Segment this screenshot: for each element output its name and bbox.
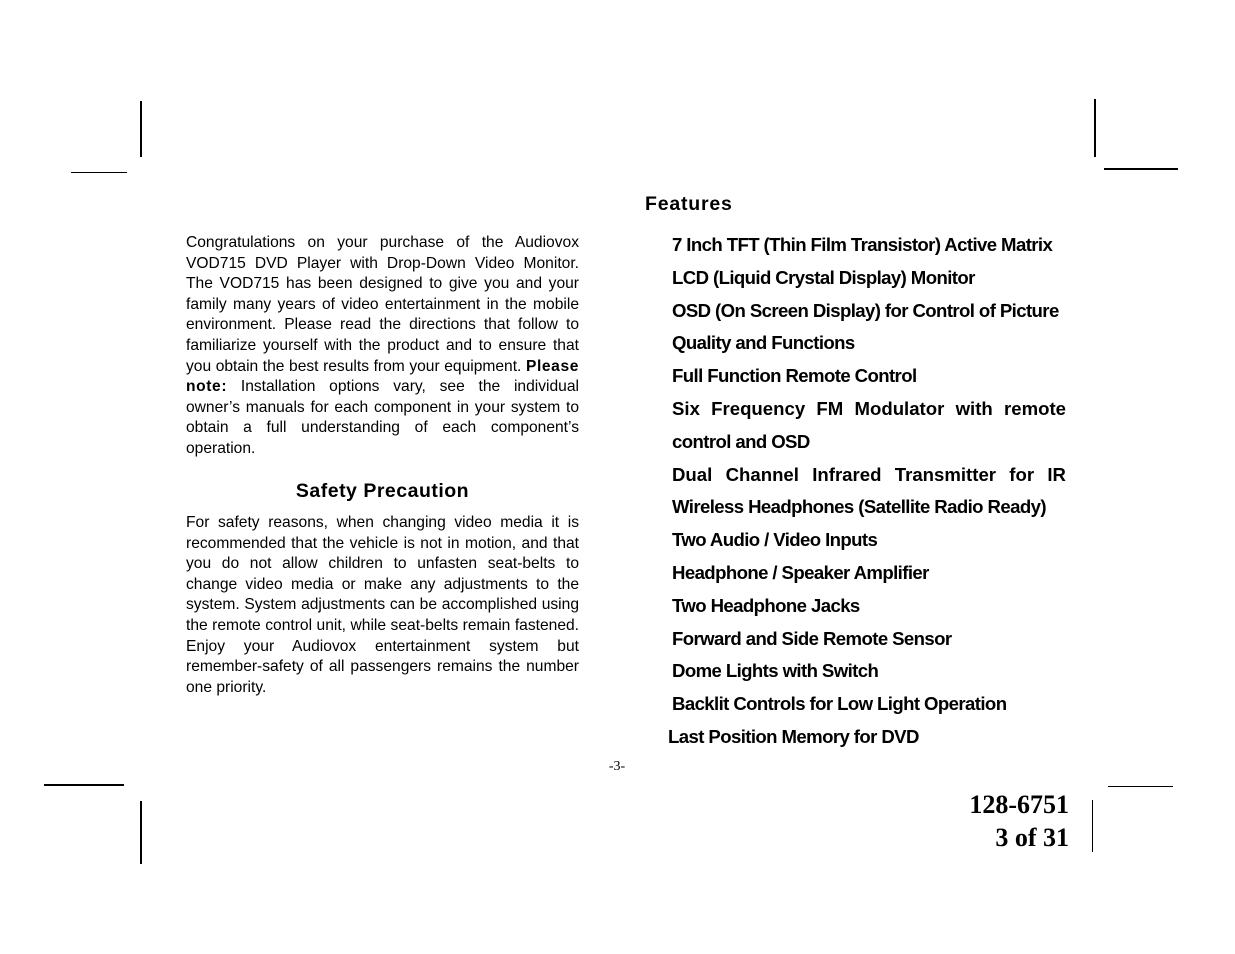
- crop-mark-bottom-right-horizontal: [1108, 786, 1173, 787]
- page-number: -3-: [608, 759, 626, 774]
- crop-mark-top-left-horizontal: [71, 172, 127, 173]
- crop-mark-bottom-right-vertical: [1092, 800, 1093, 852]
- page-count: 3 of 31: [995, 823, 1069, 852]
- intro-section: [186, 233, 579, 460]
- crop-mark-top-right-vertical: [1094, 99, 1096, 157]
- feature-line: Backlit Controls for Low Light Operation: [672, 693, 1007, 715]
- feature-line: 7 Inch TFT (Thin Film Transistor) Active Matrix: [672, 234, 1053, 255]
- crop-mark-bottom-left-horizontal: [44, 784, 124, 786]
- crop-mark-top-right-horizontal: [1104, 168, 1178, 170]
- crop-mark-bottom-left-vertical: [140, 801, 142, 864]
- feature-line: Dome Lights with Switch: [672, 660, 879, 682]
- feature-line: Quality and Functions: [672, 332, 855, 354]
- intro-text: Congratulations on your purchase of the Audiovox VOD715 DVD Player with Drop-Down Video Monitor. The VOD715 has been designed to give you and your family many years of video entertainment in the mobile environment. Please read the directions that follow to familiarize yourself with the product and to ensure that you obtain the best results from your equipment.: [186, 234, 579, 375]
- feature-line: OSD (On Screen Display) for Control of Picture: [672, 299, 1059, 321]
- safety-paragraph: For safety reasons, when changing video media it is recommended that the vehicle is not in motion, and that you do not allow children to unfasten seat-belts to change video media or make any adjustments to the system. System adjustments can be accomplished using the remote control unit, while seat-belts remain fastened. Enjoy your Audiovox entertainment system but remember-safety of all passengers remains the number one priority.: [186, 514, 579, 696]
- feature-line: Headphone / Speaker Amplifier: [672, 561, 929, 583]
- document-number: 128-6751: [969, 790, 1069, 819]
- feature-line: Dual Channel Infrared Transmitter for IR: [672, 463, 1066, 485]
- feature-line: Wireless Headphones (Satellite Radio Ready): [672, 496, 1046, 518]
- safety-section: [186, 513, 579, 698]
- feature-line: Two Headphone Jacks: [672, 594, 860, 616]
- feature-line: Six Frequency FM Modulator with remote: [672, 397, 1066, 419]
- feature-line: Last Position Memory for DVD: [668, 725, 919, 747]
- feature-line: LCD (Liquid Crystal Display) Monitor: [672, 266, 975, 288]
- crop-mark-top-left-vertical: [140, 101, 142, 157]
- document-id-block: [969, 788, 1069, 854]
- feature-line: Forward and Side Remote Sensor: [672, 627, 952, 649]
- features-list: [668, 229, 1066, 754]
- intro-paragraph: [186, 233, 579, 460]
- note-label: Please note:: [186, 357, 579, 396]
- feature-line: Two Audio / Video Inputs: [672, 529, 878, 551]
- feature-line: Full Function Remote Control: [672, 365, 917, 387]
- feature-line: control and OSD: [672, 430, 810, 452]
- features-heading: Features: [645, 193, 733, 215]
- safety-heading: Safety Precaution: [295, 480, 470, 502]
- note-text: Installation options vary, see the individual owner’s manuals for each component in your system to obtain a full understanding of each component’s operation.: [186, 378, 579, 457]
